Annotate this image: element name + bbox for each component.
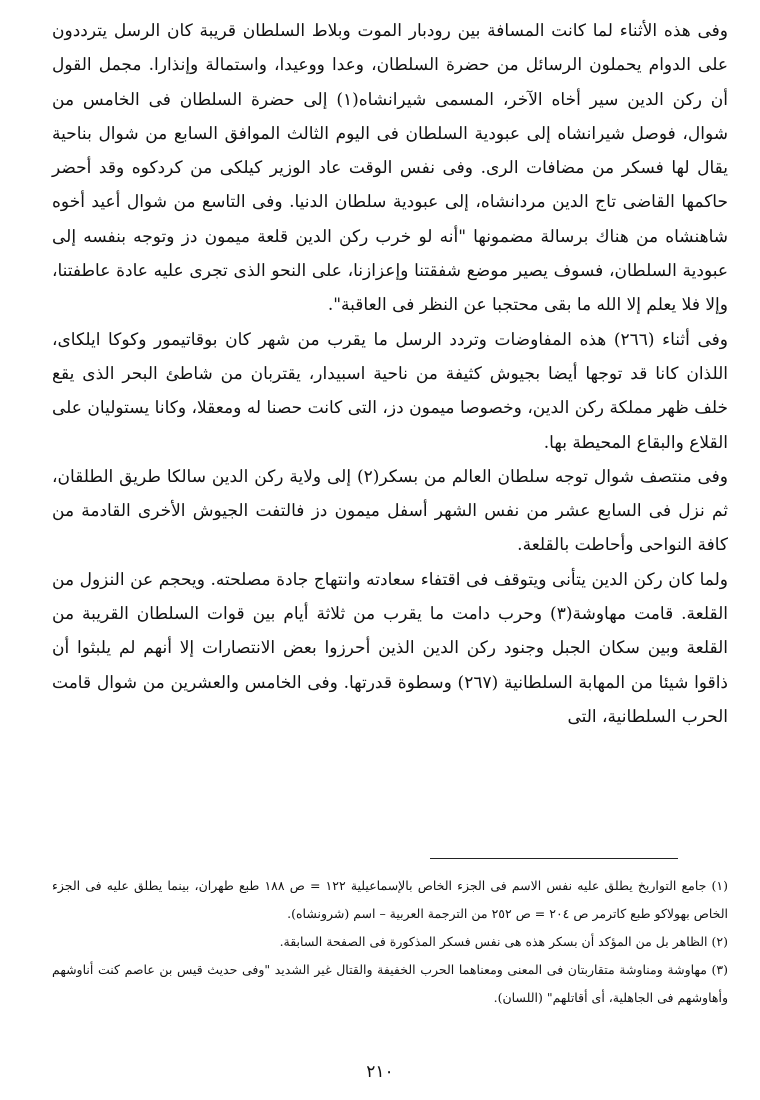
footnote-2: (٢) الظاهر بل من المؤكد أن بسكر هذه هى نفس فسكر المذكورة فى الصفحة السابقة.	[279, 934, 728, 949]
main-text	[52, 14, 728, 734]
paragraph-1: وفى هذه الأثناء لما كانت المسافة بين رودبار الموت وبلاط السلطان قريبة كان الرسل يترددون على الدوام يحملون الرسائل من حضرة السلطان، وعدا ووعيدا، واستمالة وإنذارا. مجمل القول أن ركن الدين سير أخاه الآخر، المسمى شيرانشاه(١) إلى حضرة السلطان فى الخامس من شوال، فوصل شيرانشاه إلى عبودية السلطان فى اليوم الثالث الموافق السابع من شوال بناحية يقال لها فسكر من مضافات الرى. وفى نفس الوقت عاد الوزير كيلكى من كردكوه وقد أحضر حاكمها القاضى تاج الدين مردانشاه، إلى عبودية سلطان الدنيا. وفى التاسع من شوال أعيد أخوه شاهنشاه من هناك برسالة مضمونها "أنه لو خرب ركن الدين قلعة ميمون دز وتوجه بنفسه إلى عبودية السلطان، فسوف يصير موضع شفقتنا وإعزازنا، على النحو الذى تجرى عليه عادة عاطفتنا، وإلا فلا يعلم إلا الله ما بقى محتجبا عن النظر فى العاقبة".	[52, 21, 728, 316]
paragraph-2: وفى أثناء (٢٦٦) هذه المفاوضات وتردد الرسل ما يقرب من شهر كان بوقاتيمور وكوكا ايلكاى، اللذان كانا قد توجها أيضا بجيوش كثيفة من ناحية اسبيدار، يقتربان من شاطئ البحر الذى يقع خلف ظهر مملكة ركن الدين، وخصوصا ميمون دز، التى كانت حصنا له ومعقلا، وكانا يستوليان على القلاع والبقاع المحيطة بها.	[52, 329, 728, 453]
footnotes	[52, 872, 728, 1012]
page-number: ٢١٠	[366, 1062, 394, 1082]
footnote-3: (٣) مهاوشة ومناوشة متقاربتان فى المعنى ومعناهما الحرب الخفيفة والقتال غير الشديد "وفى حديث قيس بن عاصم كنت أناوشهم وأهاوشهم فى الجاهلية، أى أقاتلهم" (اللسان).	[52, 962, 728, 1005]
paragraph-3: وفى منتصف شوال توجه سلطان العالم من بسكر(٢) إلى ولاية ركن الدين سالكا طريق الطلقان، ثم نزل فى السابع عشر من نفس الشهر أسفل ميمون دز فالتفت الجيوش الأخرى القادمة من كافة النواحى وأحاطت بالقلعة.	[52, 466, 728, 556]
footnote-1: (١) جامع التواريخ يطلق عليه نفس الاسم فى الجزء الخاص بالإسماعيلية ١٢٢ = ص ١٨٨ طبع طهران، بينما يطلق عليه فى الجزء الخاص بهولاكو طبع كاترمر ص ٢٠٤ = ص ٢٥٢ من الترجمة العربية – اسم (شرونشاه).	[52, 878, 728, 921]
paragraph-4: ولما كان ركن الدين يتأنى ويتوقف فى اقتفاء سعادته وانتهاج جادة مصلحته. ويحجم عن النزول من القلعة. قامت مهاوشة(٣) وحرب دامت ما يقرب من ثلاثة أيام بين قوات السلطان القريبة من القلعة وبين سكان الجبل وجنود ركن الدين الذين أحرزوا بعض الانتصارات إلا أنهم لم يلبثوا أن ذاقوا شيئا من المهابة السلطانية (٢٦٧) وسطوة قدرتها. وفى الخامس والعشرين من شوال قامت الحرب السلطانية، التى	[52, 569, 729, 727]
footnote-separator	[430, 858, 678, 859]
